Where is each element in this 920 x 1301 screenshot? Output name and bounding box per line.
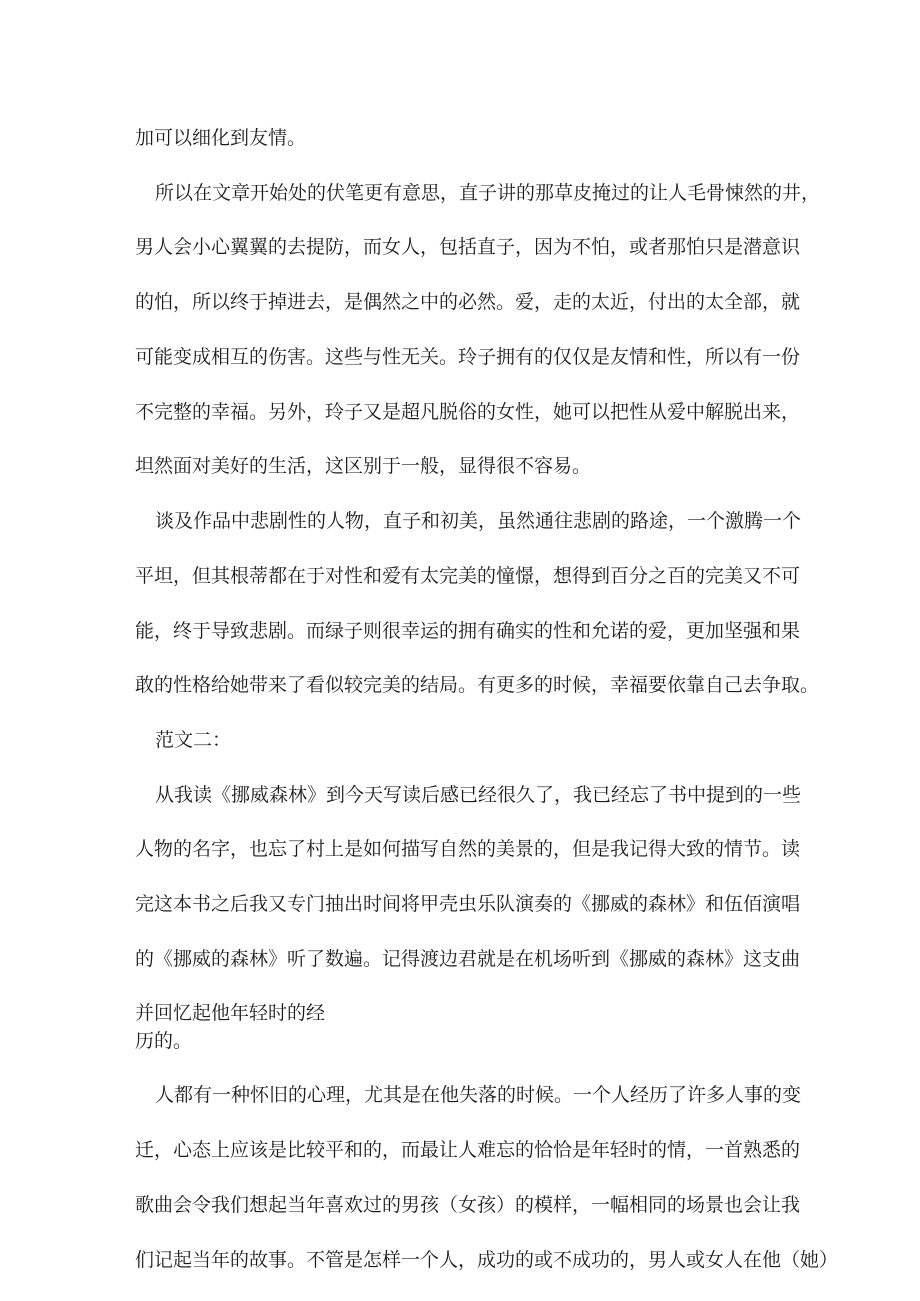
text-line: 可能变成相互的伤害。这些与性无关。玲子拥有的仅仅是友情和性，所以有一份 bbox=[135, 346, 801, 368]
text-line: 历的。 bbox=[135, 1030, 193, 1052]
text-line: 迁，心态上应该是比较平和的，而最让人难忘的恰恰是年轻时的情，一首熟悉的 bbox=[135, 1139, 801, 1161]
text-line: 歌曲会令我们想起当年喜欢过的男孩（女孩）的模样，一幅相同的场景也会让我 bbox=[135, 1194, 801, 1216]
text-line: 的怕，所以终于掉进去，是偶然之中的必然。爱，走的太近，付出的太全部，就 bbox=[135, 291, 801, 313]
text-line: 不完整的幸福。另外，玲子又是超凡脱俗的女性，她可以把性从爱中解脱出来， bbox=[135, 401, 801, 423]
text-line: 并回忆起他年轻时的经 bbox=[135, 1002, 326, 1024]
text-line: 们记起当年的故事。不管是怎样一个人，成功的或不成功的，男人或女人在他（她） bbox=[135, 1249, 839, 1271]
text-line: 能，终于导致悲剧。而绿子则很幸运的拥有确实的性和允诺的爱，更加坚强和果 bbox=[135, 620, 801, 642]
text-line: 从我读《挪威森林》到今天写读后感已经很久了，我已经忘了书中提到的一些 bbox=[155, 784, 802, 806]
text-line: 所以在文章开始处的伏笔更有意思，直子讲的那草皮掩过的让人毛骨悚然的井， bbox=[155, 182, 821, 204]
text-line: 完这本书之后我又专门抽出时间将甲壳虫乐队演奏的《挪威的森林》和伍佰演唱 bbox=[135, 893, 801, 915]
text-line: 人都有一种怀旧的心理，尤其是在他失落的时候。一个人经历了许多人事的变 bbox=[155, 1084, 802, 1106]
text-line: 的《挪威的森林》听了数遍。记得渡边君就是在机场听到《挪威的森林》这支曲 bbox=[135, 948, 801, 970]
text-line: 谈及作品中悲剧性的人物，直子和初美，虽然通往悲剧的路途，一个激腾一个 bbox=[155, 510, 802, 532]
text-line: 男人会小心翼翼的去提防，而女人，包括直子，因为不怕，或者那怕只是潜意识 bbox=[135, 236, 801, 258]
text-line: 敢的性格给她带来了看似较完美的结局。有更多的时候，幸福要依靠自己去争取。 bbox=[135, 674, 820, 696]
text-line: 坦然面对美好的生活，这区别于一般，显得很不容易。 bbox=[135, 455, 592, 477]
section-heading: 范文二： bbox=[155, 729, 232, 751]
text-line: 加可以细化到友情。 bbox=[135, 127, 307, 149]
text-line: 人物的名字，也忘了村上是如何描写自然的美景的，但是我记得大致的情节。读 bbox=[135, 838, 801, 860]
text-line: 平坦，但其根蒂都在于对性和爱有太完美的憧憬，想得到百分之百的完美又不可 bbox=[135, 565, 801, 587]
